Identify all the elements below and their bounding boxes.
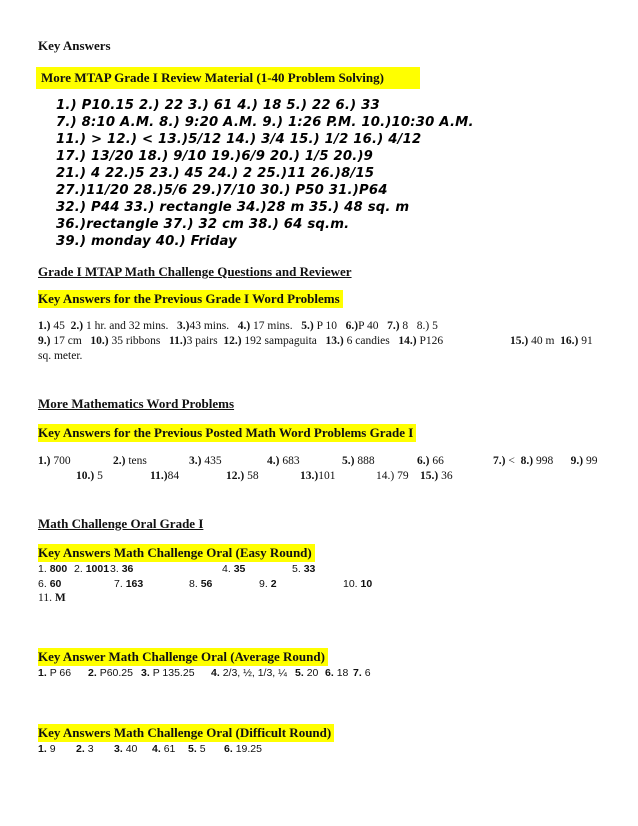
answer-item xyxy=(189,578,259,590)
answer-number: 2.) xyxy=(113,455,126,467)
answer-value: 8.) 5 xyxy=(416,320,438,332)
review-answers-image xyxy=(56,98,556,258)
answer-item xyxy=(238,320,302,332)
answer-number: 10.) xyxy=(76,470,95,482)
section1-heading: Grade I MTAP Math Challenge Questions and Reviewer xyxy=(38,264,352,279)
answer-item xyxy=(267,455,342,467)
answer-number: 12.) xyxy=(223,335,242,347)
answer-value: 18 xyxy=(336,667,349,679)
answer-item xyxy=(325,667,353,679)
page-title: Key Answers xyxy=(38,38,111,53)
answer-value: 101 xyxy=(318,470,336,482)
section2-line2 xyxy=(76,470,476,482)
answer-item xyxy=(226,470,300,482)
answer-value: 60 xyxy=(49,578,62,590)
answer-number: 9.) xyxy=(38,335,51,347)
answer-item xyxy=(152,743,188,755)
answer-item xyxy=(343,578,383,590)
answer-value: 5 xyxy=(94,470,103,482)
answer-number: 6. xyxy=(224,743,236,755)
answer-number: 3. xyxy=(114,743,126,755)
answer-number: 5. xyxy=(188,743,200,755)
answer-item xyxy=(398,335,443,347)
section2-line1 xyxy=(38,455,608,467)
easy-round-row3 xyxy=(38,592,66,604)
answer-value: 17 mins. xyxy=(250,320,302,332)
answer-value: 192 sampaguita xyxy=(241,335,326,347)
answer-value: P 10 xyxy=(313,320,346,332)
answer-item xyxy=(110,563,222,575)
answer-value: 5 xyxy=(199,743,206,755)
answer-value: 35 xyxy=(233,563,246,575)
answer-value: 3 xyxy=(87,743,94,755)
answer-value: 9 xyxy=(49,743,56,755)
answer-value: 435 xyxy=(201,455,222,467)
answer-item xyxy=(76,743,114,755)
answer-item xyxy=(113,455,189,467)
answer-number: 3.) xyxy=(176,320,190,332)
answer-item xyxy=(38,455,113,467)
answer-number: 3. xyxy=(141,667,153,679)
answer-value: 61 xyxy=(163,743,176,755)
answer-value: 36 xyxy=(121,563,134,575)
answer-number: 7. xyxy=(353,667,365,679)
section1-line1 xyxy=(38,320,438,332)
easy-round-row2 xyxy=(38,578,383,590)
answer-item xyxy=(560,335,593,347)
answer-value: 6 xyxy=(364,667,371,679)
answer-number: 8. xyxy=(189,578,201,590)
answer-item xyxy=(510,335,560,347)
answer-number: 11. xyxy=(38,592,52,604)
answer-number: 4.) xyxy=(267,455,280,467)
answer-number: 5. xyxy=(295,667,307,679)
answer-number: 2.) xyxy=(70,320,84,332)
answer-item xyxy=(188,743,224,755)
answer-item xyxy=(387,320,417,332)
section3-heading: Math Challenge Oral Grade I xyxy=(38,516,204,531)
answer-number: 4. xyxy=(211,667,223,679)
review-line: 21.) 4 22.)5 23.) 45 24.) 2 25.)11 26.)8/15 xyxy=(56,166,375,181)
answer-item xyxy=(346,320,387,332)
answer-number: 2. xyxy=(88,667,100,679)
answer-number: 6.) xyxy=(417,455,430,467)
section1-key-label: Key Answers for the Previous Grade I Word Problems xyxy=(38,290,343,308)
answer-number: 10. xyxy=(343,578,361,590)
answer-item xyxy=(38,743,76,755)
answer-number: 1. xyxy=(38,743,50,755)
answer-item xyxy=(38,578,114,590)
answer-value: 163 xyxy=(125,578,144,590)
answer-number: 15.) xyxy=(510,335,529,347)
answer-value: P126 xyxy=(416,335,444,347)
answer-number: 9. xyxy=(259,578,271,590)
answer-number: 4.) xyxy=(237,320,251,332)
answer-item xyxy=(493,455,521,467)
answer-number: 6. xyxy=(325,667,337,679)
answer-item xyxy=(376,470,420,482)
answer-item xyxy=(177,320,238,332)
answer-item xyxy=(90,335,169,347)
answer-number: 13.) xyxy=(325,335,344,347)
answer-item xyxy=(38,335,90,347)
answer-number: 2. xyxy=(76,743,88,755)
answer-item xyxy=(223,335,325,347)
review-line: 7.) 8:10 A.M. 8.) 9:20 A.M. 9.) 1:26 P.M. 10.)10:30 A.M. xyxy=(56,115,474,130)
answer-value: 45 xyxy=(50,320,71,332)
answer-item xyxy=(189,455,267,467)
answer-number: 4. xyxy=(152,743,164,755)
answer-number: 7.) xyxy=(387,320,400,332)
answer-item xyxy=(300,470,376,482)
answer-value: 35 ribbons xyxy=(108,335,169,347)
answer-number: 11.) xyxy=(150,470,168,482)
answer-item xyxy=(114,743,152,755)
review-line: 17.) 13/20 18.) 9/10 19.)6/9 20.) 1/5 20.)9 xyxy=(56,149,374,164)
answer-item xyxy=(114,578,189,590)
answer-item xyxy=(521,455,571,467)
answer-value: 2/3, ½, 1/3, ¼ xyxy=(222,667,287,679)
answer-item xyxy=(326,335,399,347)
answer-number: 8.) xyxy=(520,455,534,467)
answer-value: 14.) 79 xyxy=(376,470,412,482)
answer-value: M xyxy=(54,592,66,604)
answer-value: 20 xyxy=(306,667,319,679)
answer-number: 15.) xyxy=(420,470,439,482)
answer-item xyxy=(571,455,611,467)
answer-value: 10 xyxy=(360,578,373,590)
answer-value: 700 xyxy=(50,455,71,467)
easy-round-row1 xyxy=(38,563,352,575)
section1-line3: sq. meter. xyxy=(38,350,83,362)
review-line: 39.) monday 40.) Friday xyxy=(56,234,237,249)
answer-value: 1 hr. and 32 mins. xyxy=(83,320,177,332)
answer-value: 66 xyxy=(429,455,444,467)
answer-number: 1.) xyxy=(38,320,51,332)
answer-number: 1.) xyxy=(38,455,51,467)
answer-item xyxy=(76,470,150,482)
answer-number: 13.) xyxy=(300,470,319,482)
answer-value: 1001 xyxy=(85,563,110,575)
answer-value: 99 xyxy=(583,455,598,467)
answer-item xyxy=(150,470,226,482)
section2-key-label: Key Answers for the Previous Posted Math Word Problems Grade I xyxy=(38,424,416,442)
answer-value: 33 xyxy=(303,563,316,575)
answer-item xyxy=(259,578,343,590)
answer-value: P60.25 xyxy=(99,667,133,679)
answer-number: 10.) xyxy=(90,335,109,347)
answer-value: 91 xyxy=(578,335,593,347)
answer-value: 19.25 xyxy=(235,743,262,755)
answer-item xyxy=(224,743,284,755)
answer-value: 43 mins. xyxy=(189,320,238,332)
answer-number: 5.) xyxy=(342,455,355,467)
answer-item xyxy=(417,455,493,467)
answer-number: 11.) xyxy=(169,335,187,347)
answer-item xyxy=(88,667,141,679)
answer-item xyxy=(74,563,110,575)
answer-number: 5.) xyxy=(301,320,314,332)
answer-value: 84 xyxy=(167,470,180,482)
review-line: 1.) P10.15 2.) 22 3.) 61 4.) 18 5.) 22 6.) 33 xyxy=(56,98,380,113)
answer-number: 14.) xyxy=(398,335,417,347)
answer-number: 7.) xyxy=(493,455,506,467)
answer-value: 56 xyxy=(200,578,213,590)
answer-value: P 135.25 xyxy=(152,667,195,679)
average-round-row xyxy=(38,667,383,679)
answer-item xyxy=(420,470,460,482)
difficult-round-row xyxy=(38,743,284,755)
review-header-text: More MTAP Grade I Review Material (1-40 Problem Solving) xyxy=(41,70,384,85)
answer-number: 12.) xyxy=(226,470,245,482)
answer-item xyxy=(38,667,88,679)
answer-value: 683 xyxy=(279,455,300,467)
answer-number: 9.) xyxy=(570,455,584,467)
answer-value: 36 xyxy=(438,470,453,482)
easy-round-label: Key Answers Math Challenge Oral (Easy Round) xyxy=(38,544,315,562)
section1-line2-tail xyxy=(510,335,593,347)
answer-number: 6. xyxy=(38,578,50,590)
answer-number: 1. xyxy=(38,563,50,575)
answer-value: 888 xyxy=(354,455,375,467)
answer-number: 16.) xyxy=(560,335,579,347)
answer-item xyxy=(342,455,417,467)
answer-value: tens xyxy=(125,455,147,467)
review-header-banner xyxy=(36,67,420,89)
answer-item xyxy=(38,563,74,575)
answer-number: 4. xyxy=(222,563,234,575)
answer-item xyxy=(211,667,295,679)
answer-item xyxy=(301,320,345,332)
answer-value: P 40 xyxy=(358,320,388,332)
answer-number: 3. xyxy=(110,563,122,575)
answer-number: 3.) xyxy=(189,455,202,467)
answer-value: 40 xyxy=(125,743,138,755)
answer-item xyxy=(292,563,352,575)
review-line: 36.)rectangle 37.) 32 cm 38.) 64 sq.m. xyxy=(56,217,350,232)
answer-item xyxy=(222,563,292,575)
review-line: 11.) > 12.) < 13.)5/12 14.) 3/4 15.) 1/2 16.) 4/12 xyxy=(56,132,422,147)
answer-item xyxy=(353,667,383,679)
section2-heading: More Mathematics Word Problems xyxy=(38,396,235,411)
section1-line2 xyxy=(38,335,443,347)
answer-value: < xyxy=(505,455,521,467)
average-round-label: Key Answer Math Challenge Oral (Average Round) xyxy=(38,648,328,666)
difficult-round-label: Key Answers Math Challenge Oral (Difficult Round) xyxy=(38,724,334,742)
answer-value: 998 xyxy=(533,455,559,467)
answer-item xyxy=(141,667,211,679)
answer-value: 17 cm xyxy=(50,335,91,347)
answer-number: 2. xyxy=(74,563,86,575)
answer-value: 8 xyxy=(399,320,417,332)
answer-value: 2 xyxy=(270,578,277,590)
answer-value: 6 candies xyxy=(343,335,399,347)
answer-item xyxy=(417,320,438,332)
answer-number: 6.) xyxy=(345,320,359,332)
answer-value: 3 pairs xyxy=(186,335,224,347)
review-line: 32.) P44 33.) rectangle 34.)28 m 35.) 48 sq. m xyxy=(56,200,410,215)
answer-value: 40 m xyxy=(528,335,561,347)
answer-number: 7. xyxy=(114,578,126,590)
review-line: 27.)11/20 28.)5/6 29.)7/10 30.) P50 31.)P64 xyxy=(56,183,388,198)
answer-item xyxy=(295,667,325,679)
answer-number: 1. xyxy=(38,667,50,679)
answer-item xyxy=(71,320,177,332)
answer-value: P 66 xyxy=(49,667,72,679)
answer-number: 5. xyxy=(292,563,304,575)
answer-item xyxy=(169,335,223,347)
answer-value: 58 xyxy=(244,470,259,482)
answer-item xyxy=(38,320,71,332)
answer-value: 800 xyxy=(49,563,68,575)
